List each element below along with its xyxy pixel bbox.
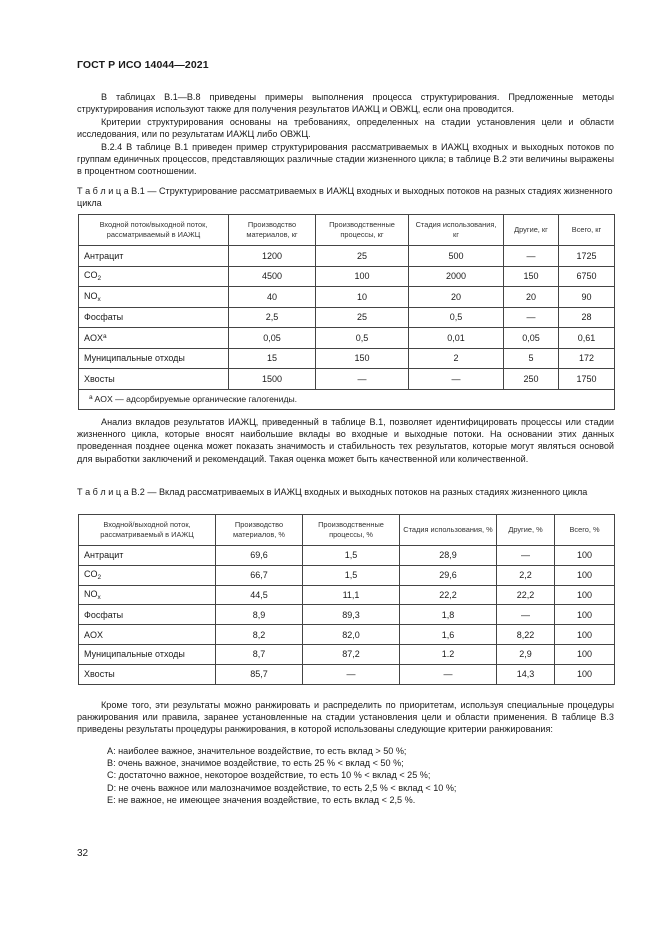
table-2	[78, 514, 615, 685]
table1-header-row	[79, 215, 615, 246]
column-header: Стадия использования, кг	[409, 215, 504, 246]
table-row	[79, 328, 615, 349]
table-cell: 100	[555, 625, 615, 645]
table-cell: 82,0	[303, 625, 400, 645]
table-cell: 1750	[559, 369, 615, 390]
table-cell: 500	[409, 246, 504, 267]
row-label	[79, 605, 216, 625]
analysis-paragraph: Анализ вкладов результатов ИАЖЦ, приведенный в таблице В.1, позволяет идентифицировать процессы или стадии жизненного цикла, которые вносят наибольшие вклады во входные и выходные потоки. На основании этих данных проведенная позднее оценка может показать значимость и стабильность тех результатов, которые могут являться основой для выработки заключений и рекомендаций. Такая оценка может быть качественной или количественной.	[77, 417, 614, 464]
table-row	[79, 565, 615, 585]
table-cell: 5	[504, 348, 559, 369]
row-label-text: AOX	[84, 629, 104, 640]
table-cell: 69,6	[216, 546, 303, 566]
table-cell: 1200	[229, 246, 316, 267]
table-row	[79, 348, 615, 369]
row-label	[79, 246, 229, 267]
table-cell: 87,2	[303, 644, 400, 664]
ranking-criterion: D: не очень важное или малозначимое воздействие, то есть 2,5 % < вклад < 10 %;	[107, 782, 457, 793]
footnote-text: AOX — адсорбируемые органические галогениды.	[94, 394, 298, 404]
column-header: Производство материалов, %	[216, 515, 303, 546]
row-label	[79, 369, 229, 390]
ranking-criteria-list	[107, 745, 456, 806]
table-cell: 25	[316, 246, 409, 267]
column-header: Входной поток/выходной поток, рассматриваемый в ИАЖЦ	[79, 215, 229, 246]
row-label-text: Муниципальные отходы	[84, 649, 185, 660]
table1-caption	[77, 185, 614, 209]
table-cell: 0,05	[504, 328, 559, 349]
row-label-text: NO	[84, 290, 98, 301]
table-row	[79, 605, 615, 625]
table-cell: 90	[559, 287, 615, 308]
table-cell: 66,7	[216, 565, 303, 585]
row-label-subscript: x	[97, 295, 101, 303]
column-header: Стадия использования, %	[400, 515, 497, 546]
row-label-text: Хвосты	[84, 373, 115, 384]
table-cell: 1,5	[303, 546, 400, 566]
table-row	[79, 664, 615, 684]
row-label-text: CO	[84, 270, 98, 281]
table-cell: 14,3	[497, 664, 555, 684]
table-cell: 8,22	[497, 625, 555, 645]
table-cell: —	[497, 546, 555, 566]
table-row	[79, 644, 615, 664]
table2-caption-prefix: Т а б л и ц а	[77, 487, 129, 497]
table2-caption	[77, 486, 614, 498]
ranking-criterion: С: достаточно важное, некоторое воздействие, то есть 10 % < вклад < 25 %;	[107, 770, 431, 781]
table1-caption-prefix: Т а б л и ц а	[77, 186, 129, 196]
table-cell: —	[409, 369, 504, 390]
table-row	[79, 585, 615, 605]
row-label	[79, 328, 229, 349]
table-cell: 2000	[409, 266, 504, 287]
table-cell: 1,5	[303, 565, 400, 585]
row-label	[79, 664, 216, 684]
table-cell: 28	[559, 307, 615, 328]
table-cell: 8,7	[216, 644, 303, 664]
table-cell: 0,01	[409, 328, 504, 349]
table-cell: 100	[555, 565, 615, 585]
row-label	[79, 348, 229, 369]
table-cell: 85,7	[216, 664, 303, 684]
ranking-criterion: Е: не важное, не имеющее значения воздействие, то есть вклад < 2,5 %.	[107, 794, 416, 805]
row-label-text: AOX	[84, 332, 104, 343]
table-cell: —	[504, 246, 559, 267]
table-footnote	[79, 389, 615, 409]
row-label-text: Фосфаты	[84, 312, 124, 323]
table-cell: 22,2	[400, 585, 497, 605]
table-cell: 44,5	[216, 585, 303, 605]
column-header: Другие, %	[497, 515, 555, 546]
table1-caption-text: В.1 — Структурирование рассматриваемых в ИАЖЦ входных и выходных потоков на разных стадиях жизненного цикла	[77, 186, 613, 209]
table-cell: 2	[409, 348, 504, 369]
table-cell: 1,8	[400, 605, 497, 625]
row-label	[79, 585, 216, 605]
row-label-text: NO	[84, 588, 98, 599]
table-row	[79, 287, 615, 308]
table-cell: 6750	[559, 266, 615, 287]
table-cell: 1.2	[400, 644, 497, 664]
row-label	[79, 307, 229, 328]
row-label-footnote-mark: a	[103, 332, 107, 340]
table-cell: 250	[504, 369, 559, 390]
table-cell: 28,9	[400, 546, 497, 566]
table-cell: 8,9	[216, 605, 303, 625]
table-cell: 100	[316, 266, 409, 287]
table-cell: 0,5	[409, 307, 504, 328]
table-cell: 25	[316, 307, 409, 328]
ranking-criterion: В: очень важное, значимое воздействие, то есть 25 % < вклад < 50 %;	[107, 758, 404, 769]
table-cell: 0,61	[559, 328, 615, 349]
table-row	[79, 369, 615, 390]
page-number: 32	[77, 848, 89, 859]
table-cell: —	[504, 307, 559, 328]
row-label-subscript: x	[97, 593, 101, 601]
table-cell: —	[303, 664, 400, 684]
table-cell: 0,05	[229, 328, 316, 349]
table-row	[79, 307, 615, 328]
row-label-text: Антрацит	[84, 250, 124, 261]
column-header: Производственные процессы, кг	[316, 215, 409, 246]
table-cell: —	[400, 664, 497, 684]
table-cell: 100	[555, 585, 615, 605]
row-label-text: Хвосты	[84, 669, 115, 680]
table-footnote-row	[79, 389, 615, 409]
table-cell: 4500	[229, 266, 316, 287]
row-label-text: Антрацит	[84, 550, 124, 561]
table-row	[79, 546, 615, 566]
table-cell: 29,6	[400, 565, 497, 585]
column-header: Всего, %	[555, 515, 615, 546]
table-cell: 0,5	[316, 328, 409, 349]
table2-caption-text: В.2 — Вклад рассматриваемых в ИАЖЦ входных и выходных потоков на разных стадиях жизненного цикла	[131, 487, 588, 497]
column-header: Производственные процессы, %	[303, 515, 400, 546]
column-header: Производство материалов, кг	[229, 215, 316, 246]
row-label	[79, 546, 216, 566]
table-row	[79, 625, 615, 645]
table-cell: 1,6	[400, 625, 497, 645]
table-cell: 2,5	[229, 307, 316, 328]
row-label	[79, 287, 229, 308]
intro-paragraph-3: В.2.4 В таблице В.1 приведен пример структурирования рассматриваемых в ИАЖЦ входных и выходных потоков по группам единичных процессов, представляющих различные стадии жизненного цикла; в таблице В.2 эти величины выражены в процентном соотношении.	[77, 142, 614, 177]
row-label	[79, 644, 216, 664]
table-cell: 100	[555, 605, 615, 625]
row-label-text: Фосфаты	[84, 609, 124, 620]
ranking-paragraph: Кроме того, эти результаты можно ранжировать и распределить по приоритетам, используя специальные процедуры ранжирования или правила, заранее установленные на стадии установления цели и области применения. В таблице В.3 приведены результаты процедуры ранжирования, в которой использованы следующие критерии ранжирования:	[77, 700, 614, 735]
table2-header-row	[79, 515, 615, 546]
table-cell: 89,3	[303, 605, 400, 625]
row-label-text: Муниципальные отходы	[84, 353, 185, 364]
row-label-text: CO	[84, 569, 98, 580]
table-cell: 2,2	[497, 565, 555, 585]
table-cell: 150	[316, 348, 409, 369]
table-cell: 2,9	[497, 644, 555, 664]
column-header: Всего, кг	[559, 215, 615, 246]
table-cell: 100	[555, 644, 615, 664]
table-cell: 11,1	[303, 585, 400, 605]
table-cell: —	[316, 369, 409, 390]
table-cell: 100	[555, 546, 615, 566]
table-cell: 172	[559, 348, 615, 369]
column-header: Другие, кг	[504, 215, 559, 246]
table-cell: 100	[555, 664, 615, 684]
table-row	[79, 266, 615, 287]
footnote-mark: a	[89, 394, 93, 401]
table-cell: 10	[316, 287, 409, 308]
row-label	[79, 266, 229, 287]
table-cell: 20	[504, 287, 559, 308]
table-cell: 40	[229, 287, 316, 308]
row-label-subscript: 2	[97, 275, 102, 283]
intro-paragraph-1: В таблицах В.1—В.8 приведены примеры выполнения процесса структурирования. Предложенные методы структурирования используют также для получения результатов ИАЖЦ и ОВЖЦ, если она проводится.	[77, 92, 614, 115]
table-1	[78, 214, 615, 410]
table-cell: 15	[229, 348, 316, 369]
intro-paragraph-2: Критерии структурирования основаны на требованиях, определенных на стадии установления цели и области исследования, или по результатам ИАЖЦ либо ОВЖЦ.	[77, 117, 614, 140]
table-cell: 20	[409, 287, 504, 308]
row-label	[79, 625, 216, 645]
column-header: Входной/выходной поток, рассматриваемый в ИАЖЦ	[79, 515, 216, 546]
row-label	[79, 565, 216, 585]
table-cell: 1500	[229, 369, 316, 390]
table-cell: 22,2	[497, 585, 555, 605]
document-header: ГОСТ Р ИСО 14044—2021	[77, 59, 209, 71]
table-cell: 150	[504, 266, 559, 287]
table-cell: 8,2	[216, 625, 303, 645]
row-label-subscript: 2	[97, 574, 102, 582]
table-cell: 1725	[559, 246, 615, 267]
ranking-criterion: А: наиболее важное, значительное воздействие, то есть вклад > 50 %;	[107, 746, 407, 756]
table-row	[79, 246, 615, 267]
table-cell: —	[497, 605, 555, 625]
